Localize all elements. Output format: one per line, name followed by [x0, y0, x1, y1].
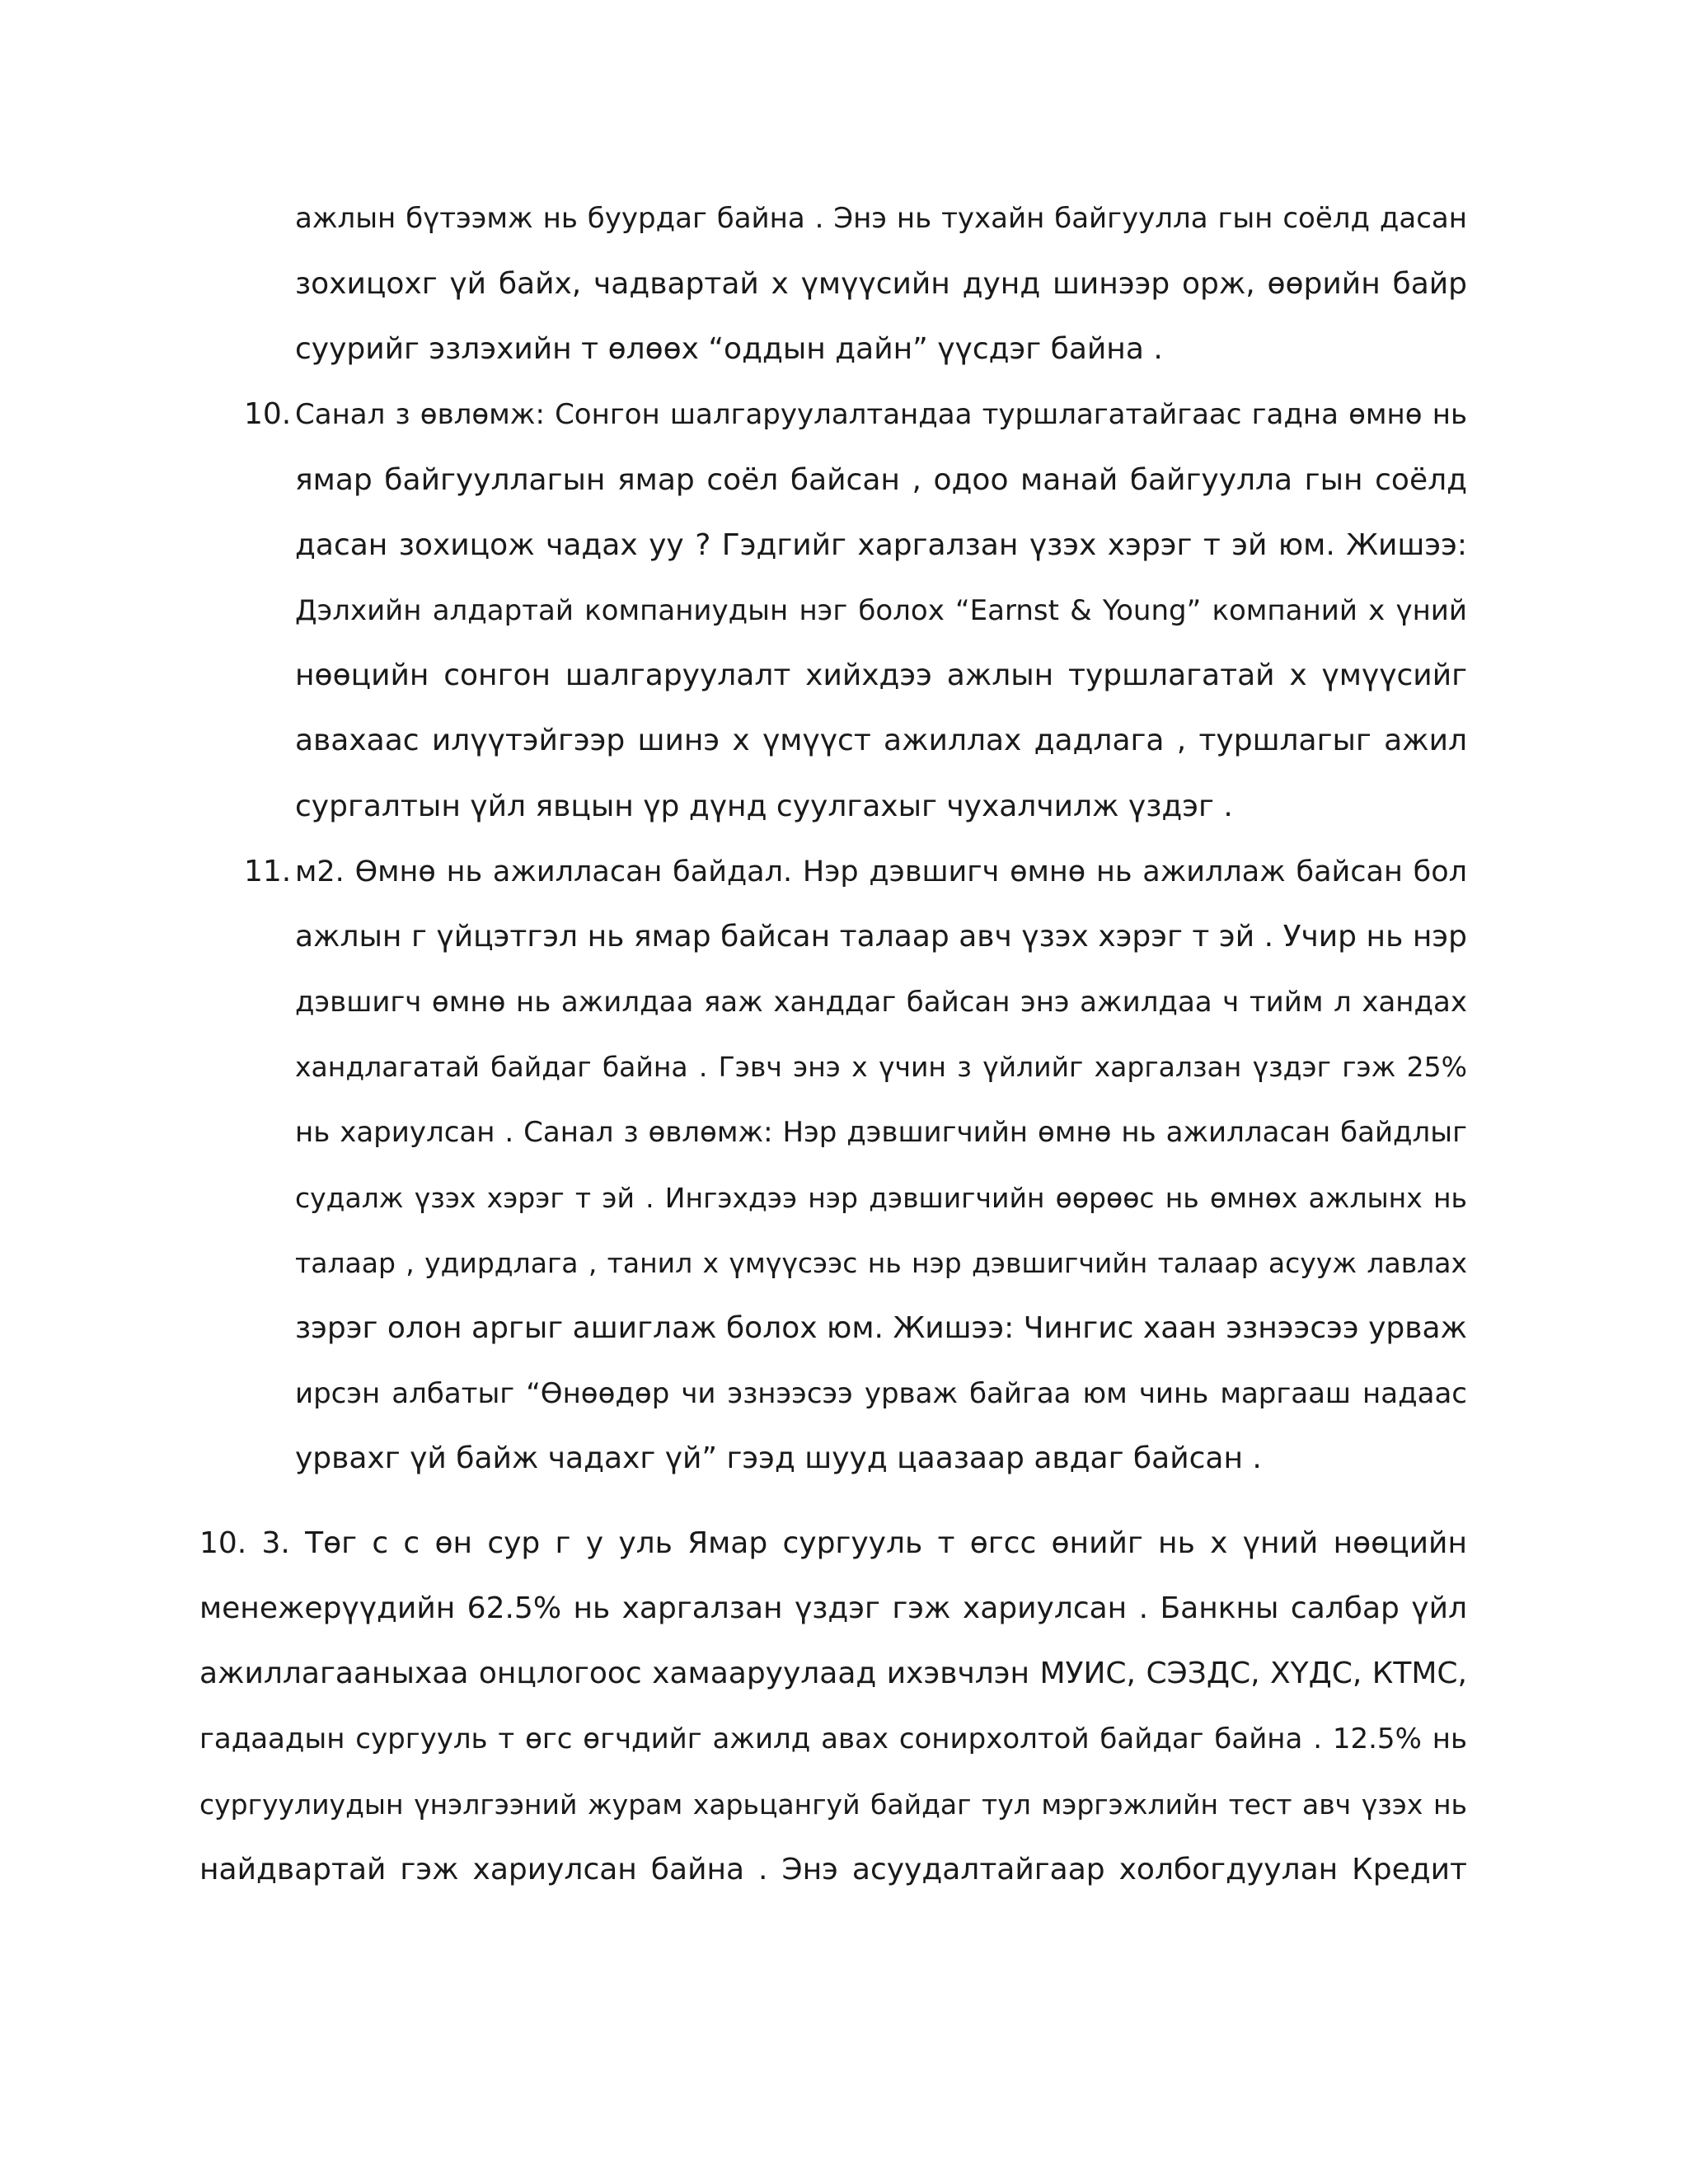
text-line: дэвшигч өмнө нь ажилдаа яаж ханддаг байсан энэ ажилдаа ч тийм л хандах — [295, 986, 1467, 1019]
text-line: нь хариулсан . Санал з өвлөмж: Нэр дэвшигчийн өмнө нь ажилласан байдлыг — [295, 1116, 1467, 1149]
text-line: сургалтын үйл явцын үр дүнд суулгахыг чухалчилж үздэг . — [295, 790, 1233, 823]
text-line: авахаас илүүтэйгээр шинэ х үмүүст ажиллах дадлага , туршлагыг ажил — [295, 724, 1467, 757]
text-line: менежерүүдийн 62.5% нь харгалзан үздэг гэж хариулсан . Банкны салбар үйл — [199, 1591, 1467, 1625]
text-line: нөөцийн сонгон шалгаруулалт хийхдээ ажлын туршлагатай х үмүүсийг — [295, 658, 1467, 692]
text-line: гадаадын сургууль т өгс өгчдийг ажилд авах сонирхолтой байдаг байна . 12.5% нь — [199, 1722, 1467, 1755]
text-line: урвахг үй байж чадахг үй” гээд шууд цаазаар авдаг байсан . — [295, 1441, 1262, 1475]
text-line: найдвартай гэж хариулсан байна . Энэ асуудалтайгаар холбогдуулан Кредит — [199, 1853, 1467, 1886]
text-line: ажлын бүтээмж нь буурдаг байна . Энэ нь тухайн байгуулла гын соёлд дасан — [295, 202, 1467, 235]
text-line: дасан зохицож чадах уу ? Гэдгийг харгалзан үзэх хэрэг т эй юм. Жишээ: — [295, 528, 1467, 562]
list-number: 11. — [244, 855, 292, 888]
text-line: ажлын г үйцэтгэл нь ямар байсан талаар авч үзэх хэрэг т эй . Учир нь нэр — [295, 920, 1467, 954]
text-line: Дэлхийн алдартай компаниудын нэг болох “Earnst & Young” компаний х үний — [295, 594, 1467, 627]
list-number: 10. — [244, 397, 292, 431]
text-line: сургуулиудын үнэлгээний журам харьцангуй байдаг тул мэргэжлийн тест авч үзэх нь — [199, 1788, 1467, 1821]
text-line: Санал з өвлөмж: Сонгон шалгаруулалтандаа туршлагатайгаас гадна өмнө нь — [295, 398, 1467, 431]
text-line: ямар байгууллагын ямар соёл байсан , одоо манай байгуулла гын соёлд — [295, 463, 1467, 497]
text-line: зохицохг үй байх, чадвартай х үмүүсийн дунд шинээр орж, өөрийн байр — [295, 267, 1467, 301]
text-line: ирсэн албатыг “Өнөөдөр чи эзнээсээ урваж байгаа юм чинь маргааш надаас — [295, 1377, 1467, 1410]
text-line: судалж үзэх хэрэг т эй . Ингэхдээ нэр дэвшигчийн өөрөөс нь өмнөх ажлынх нь — [295, 1182, 1467, 1214]
text-line: хандлагатай байдаг байна . Гэвч энэ х үчин з үйлийг харгалзан үздэг гэж 25% — [295, 1051, 1467, 1083]
text-line: зэрэг олон аргыг ашиглаж болох юм. Жишээ: Чингис хаан эзнээсээ урваж — [295, 1311, 1467, 1345]
text-line: ажиллагааныхаа онцлогоос хамааруулаад ихэвчлэн МУИС, СЭЗДС, ХҮДС, КТМС, — [199, 1657, 1467, 1690]
text-line: талаар , удирдлага , танил х үмүүсээс нь нэр дэвшигчийн талаар асууж лавлах — [295, 1247, 1467, 1279]
text-line: м2. Өмнө нь ажилласан байдал. Нэр дэвшигч өмнө нь ажиллаж байсан бол — [295, 855, 1467, 888]
text-line: суурийг эзлэхийн т өлөөх “оддын дайн” үүсдэг байна . — [295, 332, 1163, 366]
text-line: 10. 3. Төг с с өн сур г у уль Ямар сургууль т өгсс өнийг нь х үний нөөцийн — [199, 1526, 1467, 1560]
